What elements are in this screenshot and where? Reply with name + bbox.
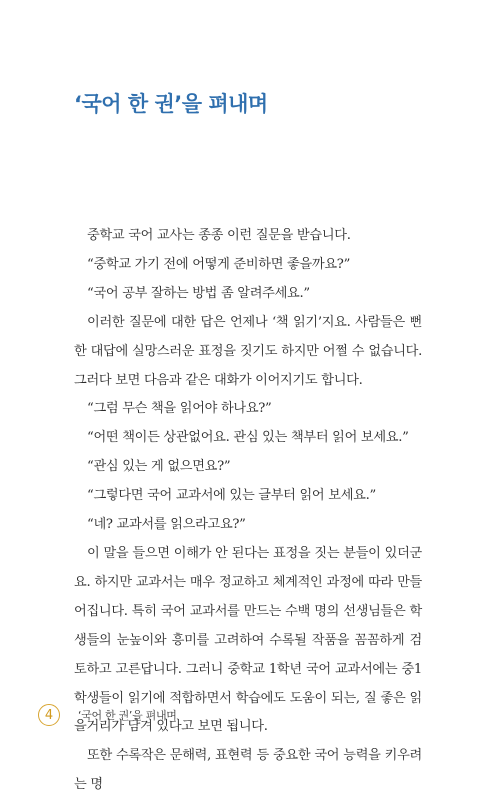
paragraph: “그럼 무슨 책을 읽어야 하나요?”	[87, 401, 272, 417]
paragraph: 또한 수록작은 문해력, 표현력 등 중요한 국어 능력을 키우려는 명	[74, 748, 422, 793]
paragraph: “그렇다면 국어 교과서에 있는 글부터 읽어 보세요.”	[87, 488, 376, 504]
paragraph: “어떤 책이든 상관없어요. 관심 있는 책부터 읽어 보세요.”	[87, 430, 409, 446]
paragraph: “관심 있는 게 없으면요?”	[87, 459, 231, 475]
running-title: ‘국어 한 권’을 펴내며	[78, 709, 177, 722]
page-number: 4	[38, 704, 60, 726]
paragraph: 이러한 질문에 대한 답은 언제나 ‘책 읽기’지요. 사람들은 뻔한 대답에 실망스러운 표정을 짓기도 하지만 어쩔 수 없습니다. 그러다 보면 다음과 같은 대화가 이어지기도 합니다.	[74, 314, 422, 388]
paragraph: 중학교 국어 교사는 종종 이런 질문을 받습니다.	[87, 228, 351, 243]
chapter-title: ‘국어 한 권’을 펴내며	[74, 92, 268, 117]
paragraph: “중학교 가기 전에 어떻게 준비하면 좋을까요?”	[87, 256, 351, 272]
paragraph: 이 말을 들으면 이해가 안 된다는 표정을 짓는 분들이 있더군요. 하지만 교과서는 매우 정교하고 체계적인 과정에 따라 만들어집니다. 특히 국어 교과서를 만드는 수백 명의 선생님들은 학생들의 눈높이와 흥미를 고려하여 수록될 작품을 꼼꼼하게 검토하고 고른답니다. 그러니 중학교 1학년 국어 교과서에는 중1 학생들이 읽기에 적합하면서 학습에도 도움이 되는, 질 좋은 읽을거리가 담겨 있다고 보면 됩니다.	[74, 545, 422, 735]
page-footer	[38, 702, 177, 728]
paragraph: “네? 교과서를 읽으라고요?”	[87, 517, 246, 533]
paragraph: “국어 공부 잘하는 방법 좀 알려주세요.”	[87, 285, 310, 301]
